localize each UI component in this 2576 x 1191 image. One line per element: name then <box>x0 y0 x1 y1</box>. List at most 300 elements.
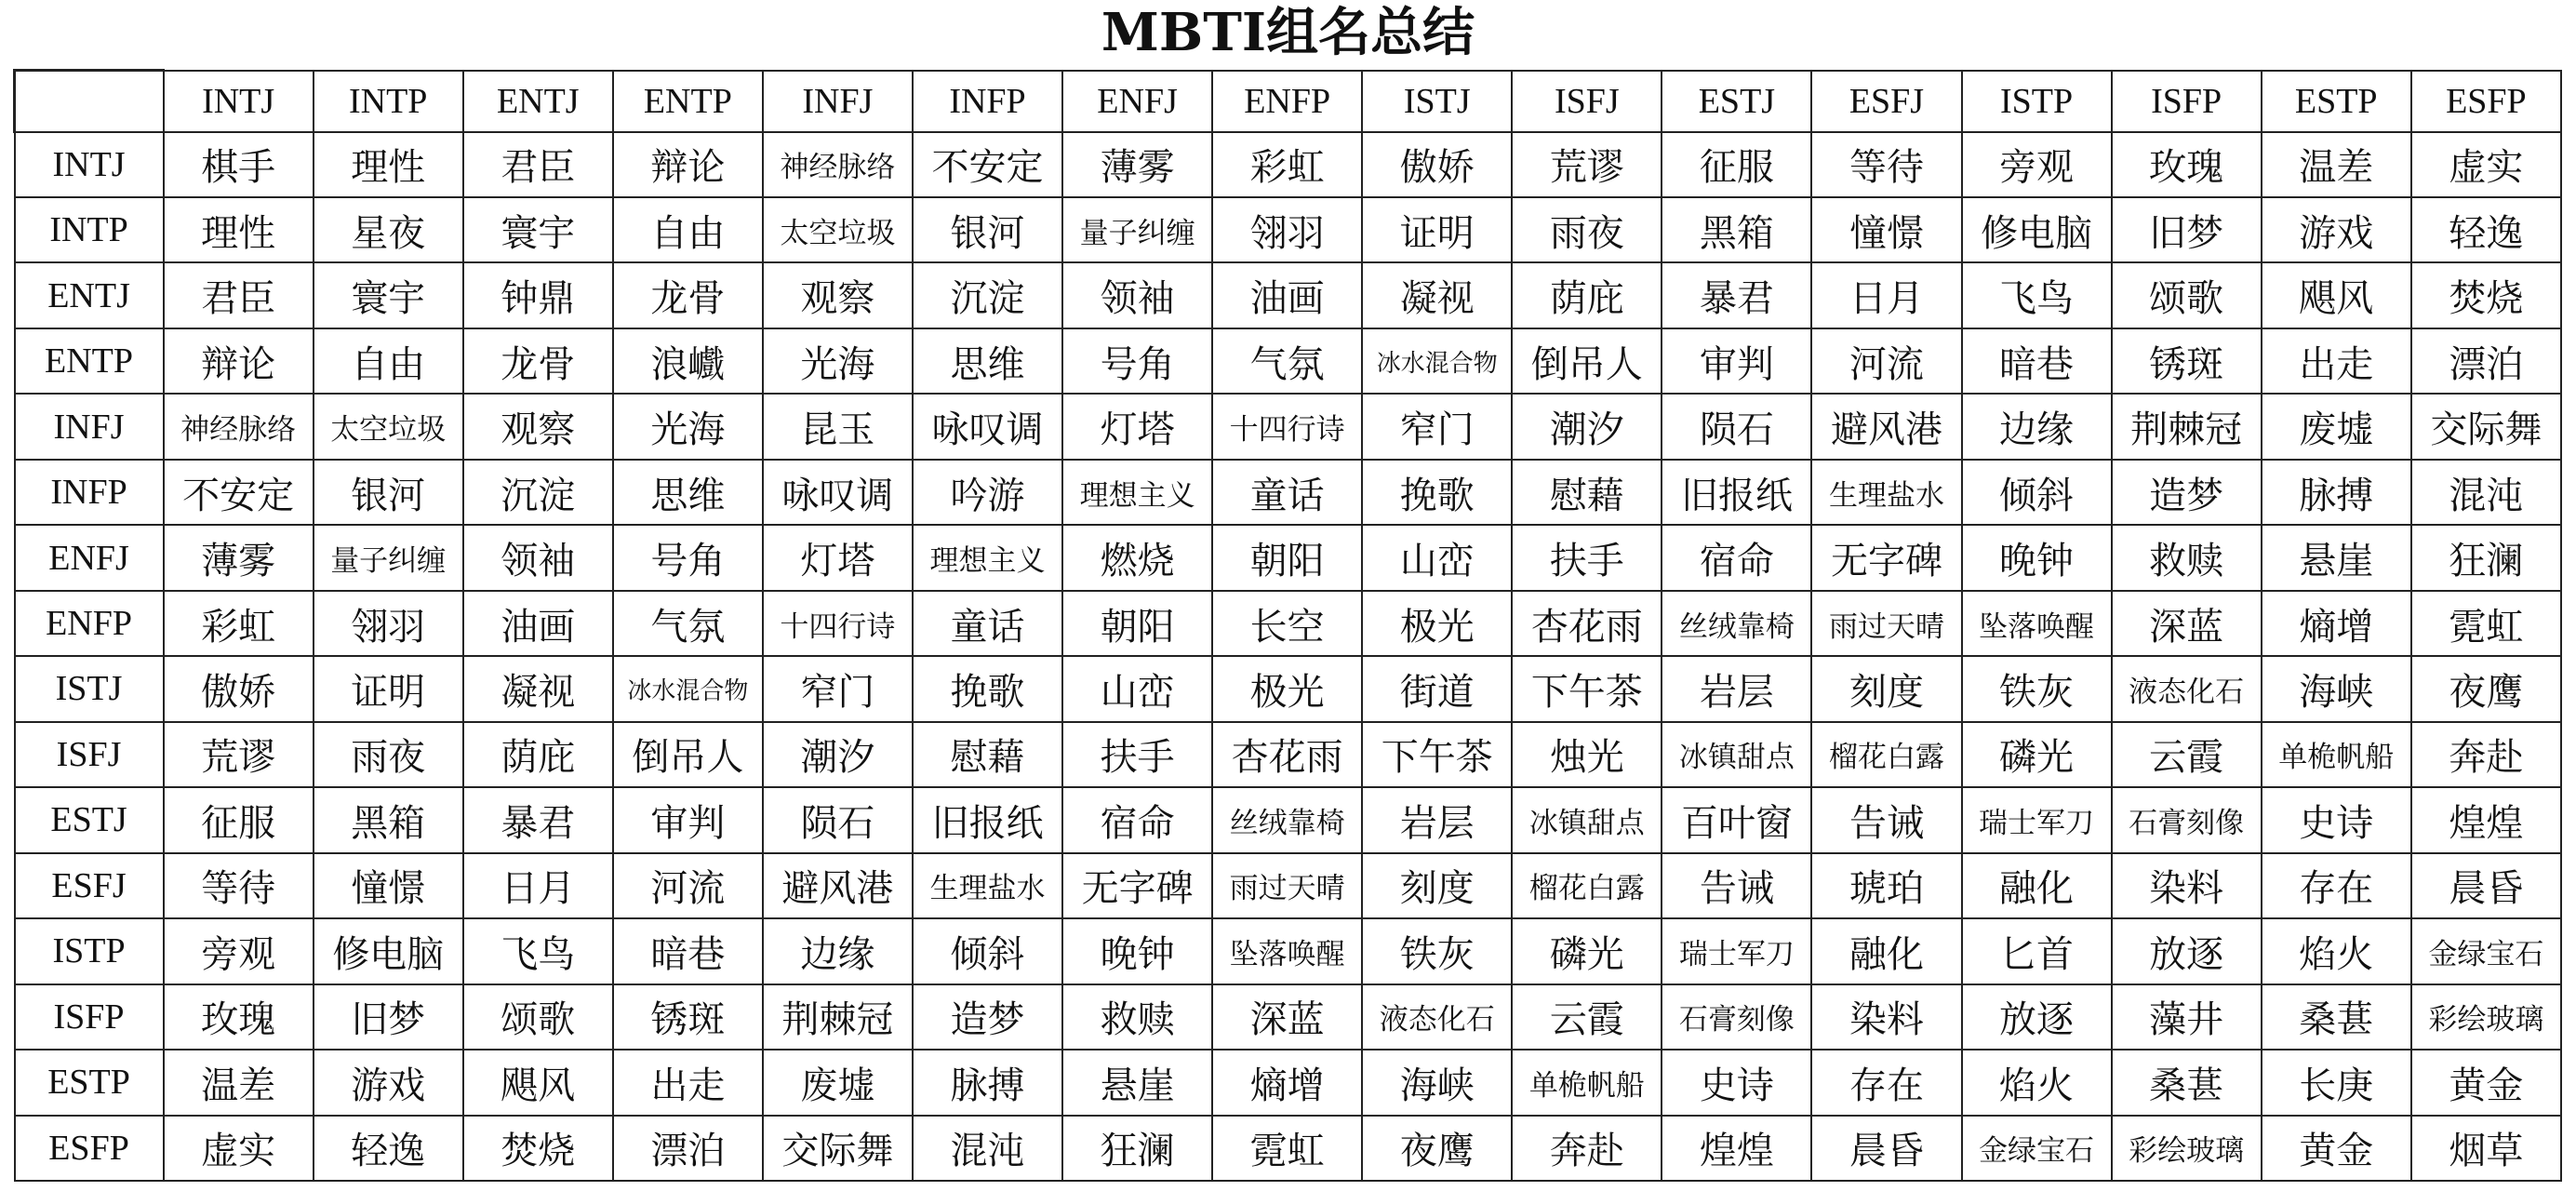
pair-name-cell: 单桅帆船 <box>2262 722 2411 787</box>
pair-name-cell: 颂歌 <box>463 984 613 1050</box>
pair-name-cell: 极光 <box>1212 656 1362 721</box>
pair-name-cell: 夜鹰 <box>1362 1116 1512 1181</box>
pair-name-cell: 太空垃圾 <box>763 197 913 262</box>
pair-name-cell: 轻逸 <box>2411 197 2561 262</box>
pair-name-cell: 审判 <box>613 787 763 852</box>
pair-name-cell: 窄门 <box>763 656 913 721</box>
pair-name-cell: 杏花雨 <box>1212 722 1362 787</box>
pair-name-cell: 暗巷 <box>613 918 763 984</box>
pair-name-cell: 思维 <box>913 328 1062 394</box>
pair-name-cell: 匕首 <box>1962 918 2112 984</box>
pair-name-cell: 烛光 <box>1512 722 1662 787</box>
pair-name-cell: 坠落唤醒 <box>1212 918 1362 984</box>
pair-name-cell: 寰宇 <box>463 197 613 262</box>
table-row <box>15 787 2562 852</box>
pair-name-cell: 辩论 <box>164 328 314 394</box>
pair-name-cell: 熵增 <box>2262 591 2411 656</box>
pair-name-cell: 棋手 <box>164 132 314 197</box>
pair-name-cell: 焚烧 <box>2411 262 2561 328</box>
column-header: INTP <box>314 71 463 132</box>
pair-name-cell: 岩层 <box>1362 787 1512 852</box>
pair-name-cell: 油画 <box>463 591 613 656</box>
column-header: ESFJ <box>1811 71 1961 132</box>
corner-cell <box>15 71 164 132</box>
pair-name-cell: 星夜 <box>314 197 463 262</box>
pair-name-cell: 等待 <box>1811 132 1961 197</box>
pair-name-cell: 交际舞 <box>763 1116 913 1181</box>
pair-name-cell: 慰藉 <box>913 722 1062 787</box>
pair-name-cell: 旧梦 <box>2112 197 2262 262</box>
pair-name-cell: 造梦 <box>2112 460 2262 525</box>
pair-name-cell: 彩虹 <box>1212 132 1362 197</box>
pair-name-cell: 液态化石 <box>1362 984 1512 1050</box>
pair-name-cell: 荆棘冠 <box>763 984 913 1050</box>
pair-name-cell: 磷光 <box>1962 722 2112 787</box>
pair-name-cell: 寰宇 <box>314 262 463 328</box>
pair-name-cell: 童话 <box>913 591 1062 656</box>
table-row <box>15 328 2562 394</box>
pair-name-cell: 咏叹调 <box>913 394 1062 459</box>
pair-name-cell: 旧报纸 <box>913 787 1062 852</box>
pair-name-cell: 扶手 <box>1512 525 1662 590</box>
pair-name-cell: 石膏刻像 <box>2112 787 2262 852</box>
pair-name-cell: 桑葚 <box>2112 1050 2262 1115</box>
pair-name-cell: 理想主义 <box>913 525 1062 590</box>
pair-name-cell: 百叶窗 <box>1662 787 1811 852</box>
pair-name-cell: 狂澜 <box>1062 1116 1212 1181</box>
pair-name-cell: 陨石 <box>763 787 913 852</box>
pair-name-cell: 液态化石 <box>2112 656 2262 721</box>
pair-name-cell: 存在 <box>2262 853 2411 918</box>
pair-name-cell: 悬崖 <box>1062 1050 1212 1115</box>
pair-name-cell: 晨昏 <box>2411 853 2561 918</box>
pair-name-cell: 融化 <box>1962 853 2112 918</box>
pair-name-cell: 榴花白露 <box>1811 722 1961 787</box>
table-row <box>15 656 2562 721</box>
pair-name-cell: 君臣 <box>463 132 613 197</box>
pair-name-cell: 号角 <box>1062 328 1212 394</box>
pair-name-cell: 荆棘冠 <box>2112 394 2262 459</box>
pair-name-cell: 告诫 <box>1662 853 1811 918</box>
pair-name-cell: 铁灰 <box>1362 918 1512 984</box>
table-row <box>15 132 2562 197</box>
column-header: ISFJ <box>1512 71 1662 132</box>
pair-name-cell: 领袖 <box>1062 262 1212 328</box>
pair-name-cell: 游戏 <box>314 1050 463 1115</box>
column-header: INFP <box>913 71 1062 132</box>
pair-name-cell: 陨石 <box>1662 394 1811 459</box>
pair-name-cell: 极光 <box>1362 591 1512 656</box>
pair-name-cell: 荫庇 <box>463 722 613 787</box>
pair-name-cell: 银河 <box>913 197 1062 262</box>
pair-name-cell: 号角 <box>613 525 763 590</box>
pair-name-cell: 染料 <box>2112 853 2262 918</box>
pair-name-cell: 翎羽 <box>314 591 463 656</box>
pair-name-cell: 温差 <box>2262 132 2411 197</box>
pair-name-cell: 挽歌 <box>1362 460 1512 525</box>
pair-name-cell: 旁观 <box>164 918 314 984</box>
pair-name-cell: 山峦 <box>1362 525 1512 590</box>
pair-name-cell: 冰镇甜点 <box>1512 787 1662 852</box>
pair-name-cell: 温差 <box>164 1050 314 1115</box>
column-header: ESTP <box>2262 71 2411 132</box>
pair-name-cell: 理性 <box>314 132 463 197</box>
pair-name-cell: 荒谬 <box>1512 132 1662 197</box>
table-row <box>15 1116 2562 1181</box>
pair-name-cell: 彩绘玻璃 <box>2411 984 2561 1050</box>
pair-name-cell: 修电脑 <box>314 918 463 984</box>
pair-name-cell: 理想主义 <box>1062 460 1212 525</box>
pair-name-cell: 证明 <box>1362 197 1512 262</box>
pair-name-cell: 凝视 <box>463 656 613 721</box>
pair-name-cell: 避风港 <box>1811 394 1961 459</box>
table-row <box>15 853 2562 918</box>
pair-name-cell: 龙骨 <box>463 328 613 394</box>
row-header: ISFJ <box>15 722 164 787</box>
pair-name-cell: 放逐 <box>1962 984 2112 1050</box>
pair-name-cell: 史诗 <box>2262 787 2411 852</box>
pair-name-cell: 量子纠缠 <box>314 525 463 590</box>
pair-name-cell: 避风港 <box>763 853 913 918</box>
pair-name-cell: 修电脑 <box>1962 197 2112 262</box>
pair-name-cell: 翎羽 <box>1212 197 1362 262</box>
pair-name-cell: 出走 <box>613 1050 763 1115</box>
pair-name-cell: 焰火 <box>1962 1050 2112 1115</box>
pair-name-cell: 雨夜 <box>314 722 463 787</box>
pair-name-cell: 单桅帆船 <box>1512 1050 1662 1115</box>
table-row <box>15 197 2562 262</box>
column-header: INTJ <box>164 71 314 132</box>
pair-name-cell: 旧梦 <box>314 984 463 1050</box>
pair-name-cell: 锈斑 <box>613 984 763 1050</box>
pair-name-cell: 脉搏 <box>913 1050 1062 1115</box>
pair-name-cell: 无字碑 <box>1811 525 1961 590</box>
pair-name-cell: 交际舞 <box>2411 394 2561 459</box>
pair-name-cell: 征服 <box>1662 132 1811 197</box>
pair-name-cell: 燃烧 <box>1062 525 1212 590</box>
pair-name-cell: 旁观 <box>1962 132 2112 197</box>
pair-name-cell: 冰镇甜点 <box>1662 722 1811 787</box>
pair-name-cell: 宿命 <box>1062 787 1212 852</box>
row-header: INTJ <box>15 132 164 197</box>
pair-name-cell: 黑箱 <box>314 787 463 852</box>
pair-name-cell: 长庚 <box>2262 1050 2411 1115</box>
pair-name-cell: 油画 <box>1212 262 1362 328</box>
pair-name-cell: 石膏刻像 <box>1662 984 1811 1050</box>
pair-name-cell: 焰火 <box>2262 918 2411 984</box>
pair-name-cell: 倒吊人 <box>613 722 763 787</box>
pair-name-cell: 日月 <box>463 853 613 918</box>
pair-name-cell: 思维 <box>613 460 763 525</box>
pair-name-cell: 冰水混合物 <box>1362 328 1512 394</box>
row-header: ENFJ <box>15 525 164 590</box>
pair-name-cell: 史诗 <box>1662 1050 1811 1115</box>
pair-name-cell: 朝阳 <box>1212 525 1362 590</box>
pair-name-cell: 长空 <box>1212 591 1362 656</box>
pair-name-cell: 虚实 <box>164 1116 314 1181</box>
pair-name-cell: 黑箱 <box>1662 197 1811 262</box>
pair-name-cell: 昆玉 <box>763 394 913 459</box>
pair-name-cell: 琥珀 <box>1811 853 1961 918</box>
pair-name-cell: 熵增 <box>1212 1050 1362 1115</box>
column-header: ENFP <box>1212 71 1362 132</box>
pair-name-cell: 桑葚 <box>2262 984 2411 1050</box>
pair-name-cell: 焚烧 <box>463 1116 613 1181</box>
pair-name-cell: 颂歌 <box>2112 262 2262 328</box>
pair-name-cell: 无字碑 <box>1062 853 1212 918</box>
pair-name-cell: 瑞士军刀 <box>1962 787 2112 852</box>
pair-name-cell: 气氛 <box>1212 328 1362 394</box>
pair-name-cell: 征服 <box>164 787 314 852</box>
pair-name-cell: 灯塔 <box>1062 394 1212 459</box>
pair-name-cell: 丝绒靠椅 <box>1212 787 1362 852</box>
pair-name-cell: 铁灰 <box>1962 656 2112 721</box>
pair-name-cell: 君臣 <box>164 262 314 328</box>
pair-name-cell: 海峡 <box>1362 1050 1512 1115</box>
column-header: ISFP <box>2112 71 2262 132</box>
pair-name-cell: 深蓝 <box>2112 591 2262 656</box>
pair-name-cell: 黄金 <box>2411 1050 2561 1115</box>
pair-name-cell: 神经脉络 <box>164 394 314 459</box>
pair-name-cell: 榴花白露 <box>1512 853 1662 918</box>
pair-name-cell: 金绿宝石 <box>2411 918 2561 984</box>
row-header: INTP <box>15 197 164 262</box>
row-header: INFJ <box>15 394 164 459</box>
pair-name-cell: 街道 <box>1362 656 1512 721</box>
row-header: INFP <box>15 460 164 525</box>
pair-name-cell: 宿命 <box>1662 525 1811 590</box>
page-title: MBTI组名总结 <box>1101 2 1475 63</box>
pair-name-cell: 河流 <box>1811 328 1961 394</box>
pair-name-cell: 倒吊人 <box>1512 328 1662 394</box>
pair-name-cell: 咏叹调 <box>763 460 913 525</box>
pair-name-cell: 游戏 <box>2262 197 2411 262</box>
pair-name-cell: 神经脉络 <box>763 132 913 197</box>
row-header: ISFP <box>15 984 164 1050</box>
pair-name-cell: 自由 <box>314 328 463 394</box>
pair-name-cell: 沉淀 <box>913 262 1062 328</box>
row-header: ESFJ <box>15 853 164 918</box>
pair-name-cell: 悬崖 <box>2262 525 2411 590</box>
column-header: ISTP <box>1962 71 2112 132</box>
pair-name-cell: 河流 <box>613 853 763 918</box>
column-header: ISTJ <box>1362 71 1512 132</box>
column-header: ENTP <box>613 71 763 132</box>
pair-name-cell: 虚实 <box>2411 132 2561 197</box>
pair-name-cell: 飞鸟 <box>463 918 613 984</box>
pair-name-cell: 奔赴 <box>2411 722 2561 787</box>
row-header: ESTP <box>15 1050 164 1115</box>
pair-name-cell: 深蓝 <box>1212 984 1362 1050</box>
pair-name-cell: 存在 <box>1811 1050 1961 1115</box>
pair-name-cell: 黄金 <box>2262 1116 2411 1181</box>
pair-name-cell: 轻逸 <box>314 1116 463 1181</box>
table-row <box>15 918 2562 984</box>
column-header: ESTJ <box>1662 71 1811 132</box>
pair-name-cell: 自由 <box>613 197 763 262</box>
pair-name-cell: 冰水混合物 <box>613 656 763 721</box>
pair-name-cell: 憧憬 <box>314 853 463 918</box>
pair-name-cell: 煌煌 <box>2411 787 2561 852</box>
pair-name-cell: 浪巇 <box>613 328 763 394</box>
pair-name-cell: 漂泊 <box>2411 328 2561 394</box>
pair-name-cell: 出走 <box>2262 328 2411 394</box>
pair-name-cell: 观察 <box>463 394 613 459</box>
pair-name-cell: 雨过天晴 <box>1811 591 1961 656</box>
pair-name-cell: 丝绒靠椅 <box>1662 591 1811 656</box>
pair-name-cell: 领袖 <box>463 525 613 590</box>
pair-name-cell: 灯塔 <box>763 525 913 590</box>
pair-name-cell: 倾斜 <box>1962 460 2112 525</box>
row-header: ESTJ <box>15 787 164 852</box>
pair-name-cell: 告诫 <box>1811 787 1961 852</box>
table-row <box>15 525 2562 590</box>
pair-name-cell: 龙骨 <box>613 262 763 328</box>
pair-name-cell: 磷光 <box>1512 918 1662 984</box>
pair-name-cell: 玫瑰 <box>164 984 314 1050</box>
pair-name-cell: 十四行诗 <box>1212 394 1362 459</box>
pair-name-cell: 潮汐 <box>763 722 913 787</box>
pair-name-cell: 煌煌 <box>1662 1116 1811 1181</box>
pair-name-cell: 光海 <box>763 328 913 394</box>
table-row <box>15 394 2562 459</box>
pair-name-cell: 倾斜 <box>913 918 1062 984</box>
pair-name-cell: 救赎 <box>1062 984 1212 1050</box>
pair-name-cell: 混沌 <box>913 1116 1062 1181</box>
pair-name-cell: 雨夜 <box>1512 197 1662 262</box>
table-row <box>15 722 2562 787</box>
pair-name-cell: 潮汐 <box>1512 394 1662 459</box>
column-header: ENTJ <box>463 71 613 132</box>
pair-name-cell: 荫庇 <box>1512 262 1662 328</box>
table-row <box>15 262 2562 328</box>
pair-name-cell: 下午茶 <box>1362 722 1512 787</box>
pair-name-cell: 刻度 <box>1362 853 1512 918</box>
pair-name-cell: 坠落唤醒 <box>1962 591 2112 656</box>
pair-name-cell: 岩层 <box>1662 656 1811 721</box>
pair-name-cell: 飓风 <box>2262 262 2411 328</box>
pair-name-cell: 日月 <box>1811 262 1961 328</box>
pair-name-cell: 刻度 <box>1811 656 1961 721</box>
pair-name-cell: 染料 <box>1811 984 1961 1050</box>
pair-name-cell: 海峡 <box>2262 656 2411 721</box>
pair-name-cell: 造梦 <box>913 984 1062 1050</box>
pair-name-cell: 山峦 <box>1062 656 1212 721</box>
row-header: ENFP <box>15 591 164 656</box>
pair-name-cell: 挽歌 <box>913 656 1062 721</box>
pair-name-cell: 生理盐水 <box>1811 460 1961 525</box>
mbti-name-table <box>13 69 2562 1182</box>
pair-name-cell: 奔赴 <box>1512 1116 1662 1181</box>
row-header: ESFP <box>15 1116 164 1181</box>
column-header: ENFJ <box>1062 71 1212 132</box>
pair-name-cell: 荒谬 <box>164 722 314 787</box>
pair-name-cell: 放逐 <box>2112 918 2262 984</box>
pair-name-cell: 云霞 <box>2112 722 2262 787</box>
pair-name-cell: 辩论 <box>613 132 763 197</box>
pair-name-cell: 沉淀 <box>463 460 613 525</box>
pair-name-cell: 傲娇 <box>164 656 314 721</box>
pair-name-cell: 漂泊 <box>613 1116 763 1181</box>
pair-name-cell: 救赎 <box>2112 525 2262 590</box>
pair-name-cell: 晚钟 <box>1962 525 2112 590</box>
pair-name-cell: 藻井 <box>2112 984 2262 1050</box>
pair-name-cell: 十四行诗 <box>763 591 913 656</box>
pair-name-cell: 雨过天晴 <box>1212 853 1362 918</box>
header-row <box>15 71 2562 132</box>
row-header: ENTP <box>15 328 164 394</box>
pair-name-cell: 理性 <box>164 197 314 262</box>
pair-name-cell: 飞鸟 <box>1962 262 2112 328</box>
pair-name-cell: 飓风 <box>463 1050 613 1115</box>
pair-name-cell: 玫瑰 <box>2112 132 2262 197</box>
pair-name-cell: 金绿宝石 <box>1962 1116 2112 1181</box>
pair-name-cell: 观察 <box>763 262 913 328</box>
column-header: ESFP <box>2411 71 2561 132</box>
pair-name-cell: 暴君 <box>1662 262 1811 328</box>
pair-name-cell: 审判 <box>1662 328 1811 394</box>
pair-name-cell: 证明 <box>314 656 463 721</box>
pair-name-cell: 等待 <box>164 853 314 918</box>
pair-name-cell: 钟鼎 <box>463 262 613 328</box>
pair-name-cell: 光海 <box>613 394 763 459</box>
pair-name-cell: 杏花雨 <box>1512 591 1662 656</box>
pair-name-cell: 边缘 <box>763 918 913 984</box>
row-header: ENTJ <box>15 262 164 328</box>
pair-name-cell: 旧报纸 <box>1662 460 1811 525</box>
table-row <box>15 984 2562 1050</box>
table-row <box>15 1050 2562 1115</box>
pair-name-cell: 不安定 <box>164 460 314 525</box>
pair-name-cell: 憧憬 <box>1811 197 1961 262</box>
pair-name-cell: 凝视 <box>1362 262 1512 328</box>
pair-name-cell: 不安定 <box>913 132 1062 197</box>
pair-name-cell: 夜鹰 <box>2411 656 2561 721</box>
pair-name-cell: 彩绘玻璃 <box>2112 1116 2262 1181</box>
pair-name-cell: 太空垃圾 <box>314 394 463 459</box>
table-body <box>15 132 2562 1182</box>
pair-name-cell: 废墟 <box>2262 394 2411 459</box>
pair-name-cell: 下午茶 <box>1512 656 1662 721</box>
pair-name-cell: 银河 <box>314 460 463 525</box>
row-header: ISTP <box>15 918 164 984</box>
pair-name-cell: 混沌 <box>2411 460 2561 525</box>
pair-name-cell: 狂澜 <box>2411 525 2561 590</box>
pair-name-cell: 傲娇 <box>1362 132 1512 197</box>
pair-name-cell: 窄门 <box>1362 394 1512 459</box>
pair-name-cell: 晨昏 <box>1811 1116 1961 1181</box>
pair-name-cell: 废墟 <box>763 1050 913 1115</box>
pair-name-cell: 慰藉 <box>1512 460 1662 525</box>
pair-name-cell: 量子纠缠 <box>1062 197 1212 262</box>
table-row <box>15 460 2562 525</box>
pair-name-cell: 烟草 <box>2411 1116 2561 1181</box>
pair-name-cell: 薄雾 <box>164 525 314 590</box>
pair-name-cell: 瑞士军刀 <box>1662 918 1811 984</box>
pair-name-cell: 暴君 <box>463 787 613 852</box>
pair-name-cell: 童话 <box>1212 460 1362 525</box>
column-header: INFJ <box>763 71 913 132</box>
pair-name-cell: 边缘 <box>1962 394 2112 459</box>
pair-name-cell: 云霞 <box>1512 984 1662 1050</box>
pair-name-cell: 暗巷 <box>1962 328 2112 394</box>
pair-name-cell: 霓虹 <box>1212 1116 1362 1181</box>
pair-name-cell: 锈斑 <box>2112 328 2262 394</box>
pair-name-cell: 脉搏 <box>2262 460 2411 525</box>
pair-name-cell: 生理盐水 <box>913 853 1062 918</box>
pair-name-cell: 彩虹 <box>164 591 314 656</box>
pair-name-cell: 霓虹 <box>2411 591 2561 656</box>
